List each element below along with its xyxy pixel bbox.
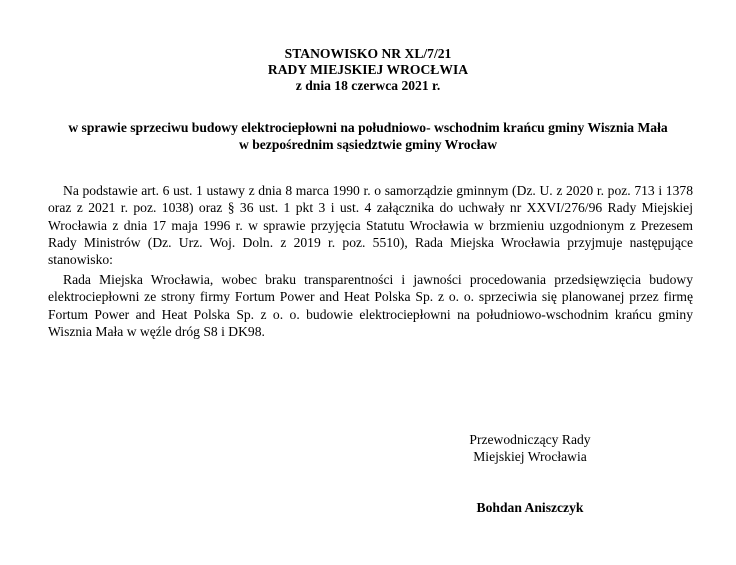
subject-line-1: w sprawie sprzeciwu budowy elektrociepłowni na południowo- wschodnim krańcu gminy Wisznia Mała bbox=[68, 120, 668, 135]
signatory-name: Bohdan Aniszczyk bbox=[476, 500, 584, 515]
subject-line-2: w bezpośrednim sąsiedztwie gminy Wrocław bbox=[238, 137, 498, 152]
document-heading bbox=[0, 46, 736, 94]
signatory-title bbox=[420, 431, 640, 465]
document-number: STANOWISKO NR XL/7/21 bbox=[284, 46, 452, 61]
issuing-body: RADY MIEJSKIEJ WROCŁWIA bbox=[267, 62, 469, 77]
document-date: z dnia 18 czerwca 2021 r. bbox=[295, 78, 441, 93]
legal-basis-paragraph: Na podstawie art. 6 ust. 1 ustawy z dnia 8 marca 1990 r. o samorządzie gminnym (Dz. U. z 2020 r. poz. 713 i 1378 oraz z 2021 r. poz. 1038) oraz § 36 ust. 1 pkt 3 i ust. 4 załącznika do uchwały nr XXVI/276/96 Rady Miejskiej Wrocławia z dnia 17 maja 1996 r. w sprawie przyjęcia Statutu Wrocławia w brzmieniu uzgodnionym z Prezesem Rady Ministrów (Dz. Urz. Woj. Doln. z 2019 r. poz. 5510), Rada Miejska Wrocławia przyjmuje następujące stanowisko: bbox=[48, 183, 693, 268]
position-paragraph: Rada Miejska Wrocławia, wobec braku transparentności i jawności procedowania przedsięwzięcia budowy elektrociepłowni ze strony firmy Fortum Power and Heat Polska Sp. z o. o. sprzeciwia się planowanej przez firmę Fortum Power and Heat Polska Sp. z o. o. budowie elektrociepłowni na południowo-wschodnim krańcu gminy Wisznia Mała w węźle dróg S8 i DK98. bbox=[48, 272, 693, 339]
signatory-title-line-2: Miejskiej Wrocławia bbox=[473, 449, 587, 464]
document-subject bbox=[0, 119, 736, 153]
signatory-title-line-1: Przewodniczący Rady bbox=[469, 432, 591, 447]
